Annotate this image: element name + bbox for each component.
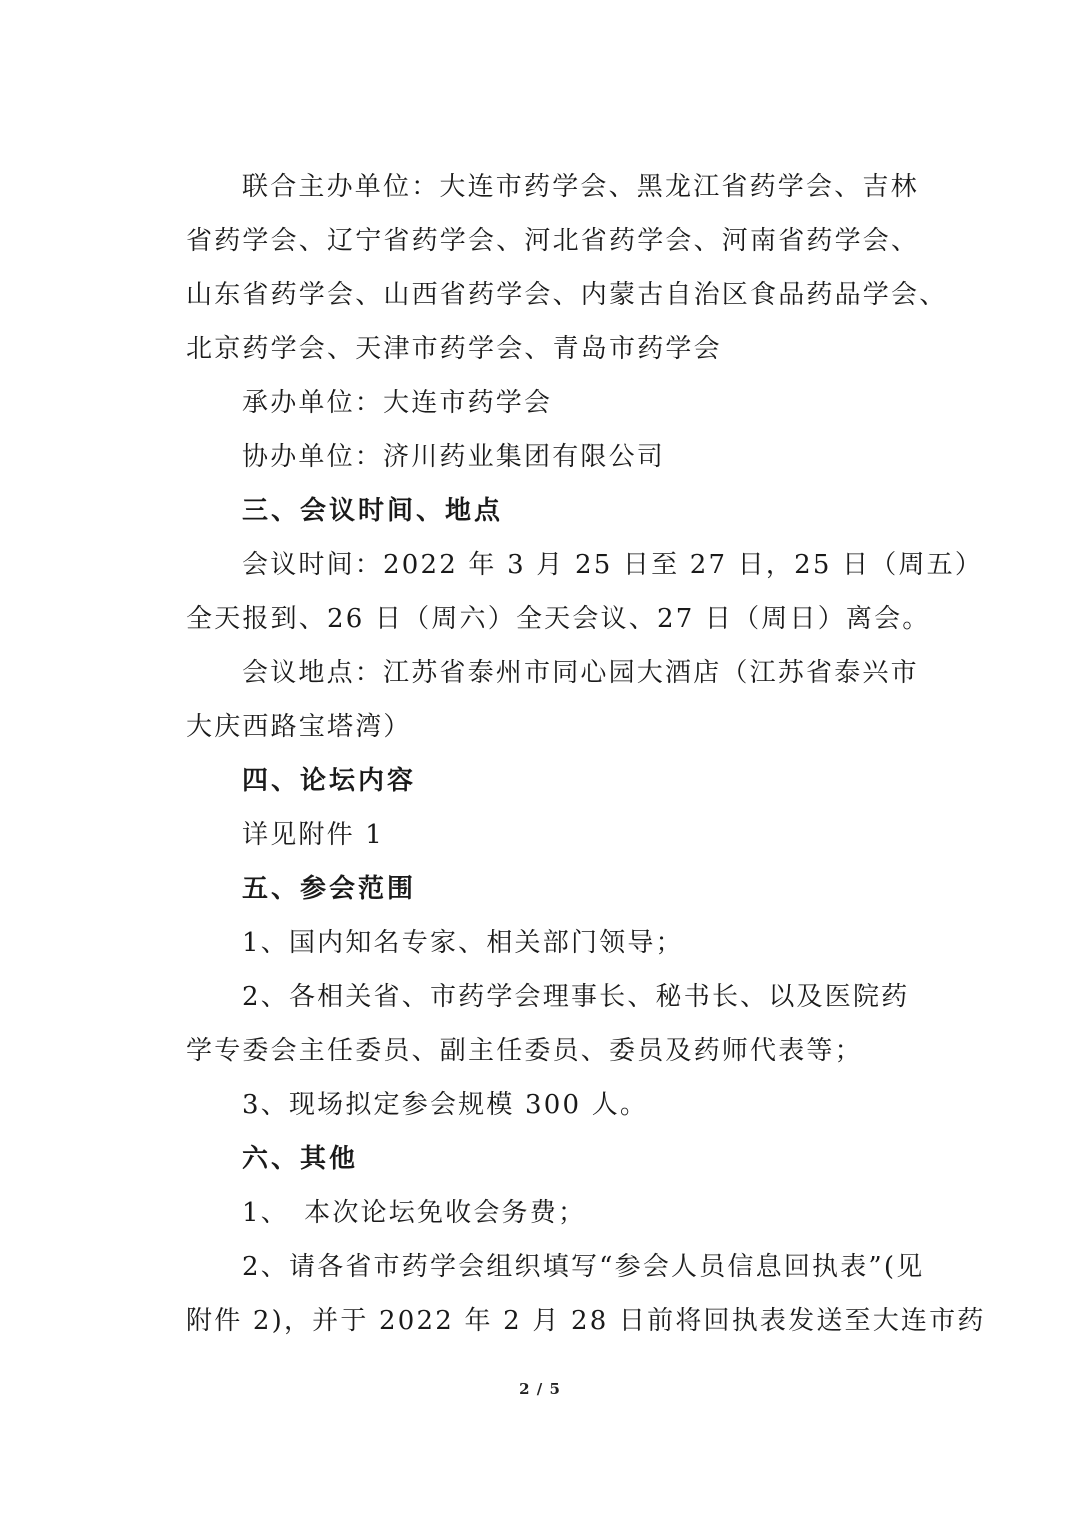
section-heading-forum-content: 四、论坛内容 (242, 766, 417, 796)
page-number: 2 / 5 (519, 1380, 561, 1398)
paragraph-meeting-time-cont: 全天报到、26 日（周六）全天会议、27 日（周日）离会。 (186, 604, 931, 634)
paragraph-see-attachment: 详见附件 1 (242, 820, 385, 850)
paragraph-co-organizers: 联合主办单位：大连市药学会、黑龙江省药学会、吉林 (242, 172, 919, 202)
section-heading-scope: 五、参会范围 (242, 874, 417, 904)
paragraph-meeting-time: 会议时间：2022 年 3 月 25 日至 27 日，25 日（周五） (242, 550, 984, 580)
list-item-other-2: 2、请各省市药学会组织填写“参会人员信息回执表”(见 (242, 1252, 925, 1282)
paragraph-host: 承办单位：大连市药学会 (242, 388, 553, 418)
list-item-other-1: 1、 本次论坛免收会务费； (242, 1198, 587, 1228)
paragraph-meeting-place-cont: 大庆西路宝塔湾） (186, 712, 412, 742)
paragraph-co-organizers-cont: 北京药学会、天津市药学会、青岛市药学会 (186, 334, 722, 364)
list-item-scope-2-cont: 学专委会主任委员、副主任委员、委员及药师代表等； (186, 1036, 863, 1066)
paragraph-co-organizers-cont: 省药学会、辽宁省药学会、河北省药学会、河南省药学会、 (186, 226, 920, 256)
section-heading-other: 六、其他 (242, 1144, 359, 1174)
paragraph-assist: 协办单位：济川药业集团有限公司 (242, 442, 666, 472)
document-body (186, 160, 986, 1348)
list-item-other-2-cont: 附件 2)，并于 2022 年 2 月 28 日前将回执表发送至大连市药 (186, 1306, 986, 1336)
list-item-scope-3: 3、现场拟定参会规模 300 人。 (242, 1090, 649, 1120)
list-item-scope-1: 1、国内知名专家、相关部门领导； (242, 928, 684, 958)
section-heading-time-place: 三、会议时间、地点 (242, 496, 504, 526)
paragraph-meeting-place: 会议地点：江苏省泰州市同心园大酒店（江苏省泰兴市 (242, 658, 919, 688)
paragraph-co-organizers-cont: 山东省药学会、山西省药学会、内蒙古自治区食品药品学会、 (186, 280, 948, 310)
list-item-scope-2: 2、各相关省、市药学会理事长、秘书长、以及医院药 (242, 982, 910, 1012)
